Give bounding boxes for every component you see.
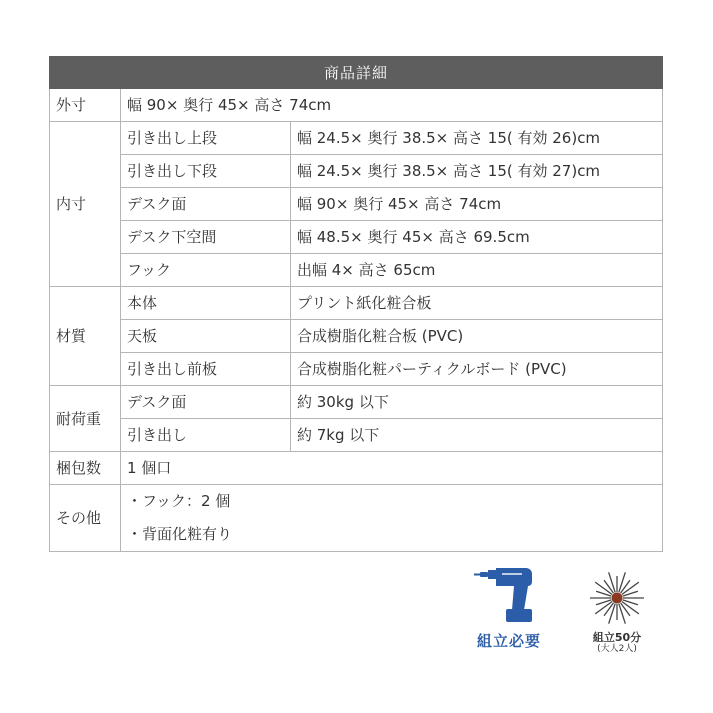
material-row-name: 引き出し前板: [121, 353, 291, 386]
inner-row-value: 出幅 4× 高さ 65cm: [291, 254, 663, 287]
inner-row-name: デスク下空間: [121, 221, 291, 254]
inner-row-name: 引き出し上段: [121, 122, 291, 155]
inner-row-value: 幅 24.5× 奥行 38.5× 高さ 15( 有効 26)cm: [291, 122, 663, 155]
inner-size-label: 内寸: [50, 122, 121, 287]
inner-row-name: フック: [121, 254, 291, 287]
load-row-value: 約 30kg 以下: [291, 386, 663, 419]
inner-row-value: 幅 90× 奥行 45× 高さ 74cm: [291, 188, 663, 221]
assembly-required-label: 組立必要: [476, 632, 541, 650]
table-row: [50, 452, 663, 485]
assembly-time-label: 組立50分: [592, 631, 642, 644]
starburst-ray: [609, 572, 615, 592]
power-drill-icon: [474, 568, 544, 624]
material-row-name: 天板: [121, 320, 291, 353]
material-row-value: 合成樹脂化粧パーティクルボード (PVC): [291, 353, 663, 386]
inner-row-name: デスク面: [121, 188, 291, 221]
table-row: [50, 419, 663, 452]
load-capacity-label: 耐荷重: [50, 386, 121, 452]
outer-size-value: 幅 90× 奥行 45× 高さ 74cm: [121, 89, 663, 122]
table-row: [50, 320, 663, 353]
starburst-ray: [609, 604, 615, 624]
table-row: [50, 386, 663, 419]
table-title: 商品詳細: [50, 57, 663, 89]
table-row: [50, 485, 663, 552]
table-row: [50, 155, 663, 188]
inner-row-value: 幅 24.5× 奥行 38.5× 高さ 15( 有効 27)cm: [291, 155, 663, 188]
other-label: その他: [50, 485, 121, 552]
material-label: 材質: [50, 287, 121, 386]
product-details-table: [49, 56, 663, 552]
table-row: [50, 89, 663, 122]
table-row: [50, 254, 663, 287]
assembly-people-label: (大人2人): [597, 644, 637, 654]
assembly-time-badge: [577, 568, 657, 655]
other-value: [121, 485, 663, 552]
inner-row-name: 引き出し下段: [121, 155, 291, 188]
material-row-value: プリント紙化粧合板: [291, 287, 663, 320]
load-row-value: 約 7kg 以下: [291, 419, 663, 452]
inner-row-value: 幅 48.5× 奥行 45× 高さ 69.5cm: [291, 221, 663, 254]
packages-value: 1 個口: [121, 452, 663, 485]
material-row-name: 本体: [121, 287, 291, 320]
starburst-ray: [619, 572, 625, 592]
table-row: [50, 287, 663, 320]
table-row: [50, 353, 663, 386]
material-row-value: 合成樹脂化粧合板 (PVC): [291, 320, 663, 353]
starburst-ray: [619, 604, 625, 624]
other-line: ・フック：2 個: [127, 492, 231, 510]
starburst-clock-icon: [585, 568, 649, 628]
packages-label: 梱包数: [50, 452, 121, 485]
assembly-required-badge: [466, 568, 552, 651]
table-row: [50, 221, 663, 254]
other-line: ・背面化粧有り: [127, 525, 233, 543]
table-row: [50, 188, 663, 221]
table-row: [50, 122, 663, 155]
table-header-row: [50, 57, 663, 89]
load-row-name: 引き出し: [121, 419, 291, 452]
outer-size-label: 外寸: [50, 89, 121, 122]
load-row-name: デスク面: [121, 386, 291, 419]
